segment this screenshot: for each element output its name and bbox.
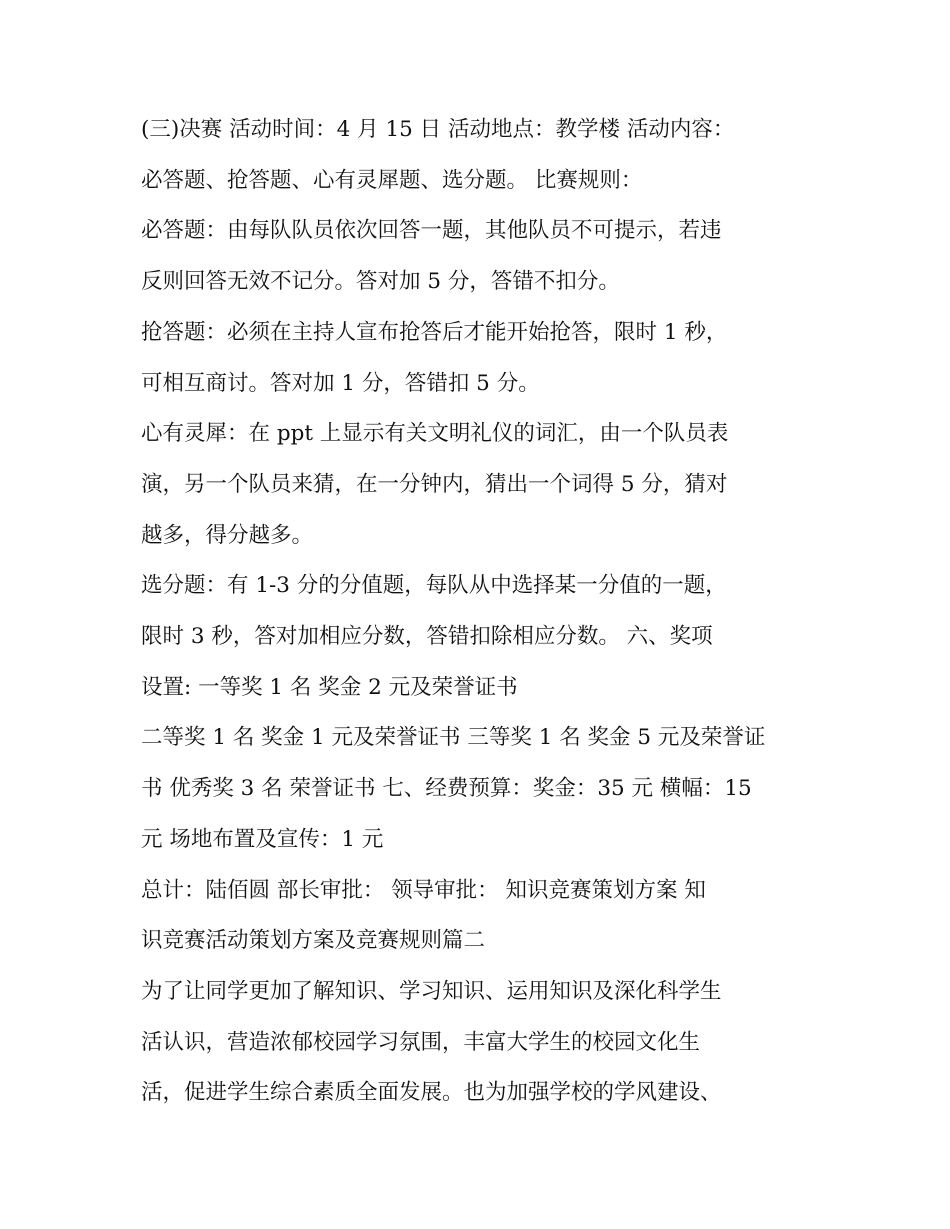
text-line: 书 优秀奖 3 名 荣誉证书 七、经费预算：奖金：35 元 横幅：15: [141, 776, 752, 801]
text-line: 二等奖 1 名 奖金 1 元及荣誉证书 三等奖 1 名 奖金 5 元及荣誉证: [141, 725, 766, 750]
text-line: 可相互商讨。答对加 1 分，答错扣 5 分。: [141, 371, 540, 396]
text-line: 心有灵犀：在 ppt 上显示有关文明礼仪的词汇，由一个队员表: [141, 421, 729, 446]
text-line: 反则回答无效不记分。答对加 5 分，答错不扣分。: [141, 269, 620, 294]
text-line: 必答题：由每队队员依次回答一题，其他队员不可提示，若违: [141, 218, 722, 243]
text-line: 设置: 一等奖 1 名 奖金 2 元及荣誉证书: [141, 675, 518, 700]
text-line: 为了让同学更加了解知识、学习知识、运用知识及深化科学生: [141, 979, 722, 1004]
text-line: 演，另一个队员来猜，在一分钟内，猜出一个词得 5 分，猜对: [141, 472, 728, 497]
text-line: 总计：陆佰圆 部长审批： 领导审批： 知识竞赛策划方案 知: [141, 878, 706, 903]
text-line: 越多，得分越多。: [141, 523, 314, 548]
text-line: 限时 3 秒，答对加相应分数，答错扣除相应分数。 六、奖项: [141, 624, 713, 649]
text-line: 识竞赛活动策划方案及竞赛规则篇二: [141, 928, 486, 953]
text-line: 元 场地布置及宣传：1 元: [141, 827, 384, 852]
text-line: 选分题：有 1-3 分的分值题，每队从中选择某一分值的一题，: [141, 573, 727, 598]
text-line: 活，促进学生综合素质全面发展。也为加强学校的学风建设、: [141, 1080, 722, 1105]
text-line: 必答题、抢答题、心有灵犀题、选分题。 比赛规则：: [141, 168, 643, 193]
text-line: 活认识，营造浓郁校园学习氛围，丰富大学生的校园文化生: [141, 1030, 701, 1055]
text-line: 抢答题：必须在主持人宣布抢答后才能开始抢答，限时 1 秒，: [141, 320, 728, 345]
text-line: (三)决赛 活动时间：4 月 15 日 活动地点：教学楼 活动内容：: [141, 117, 735, 142]
